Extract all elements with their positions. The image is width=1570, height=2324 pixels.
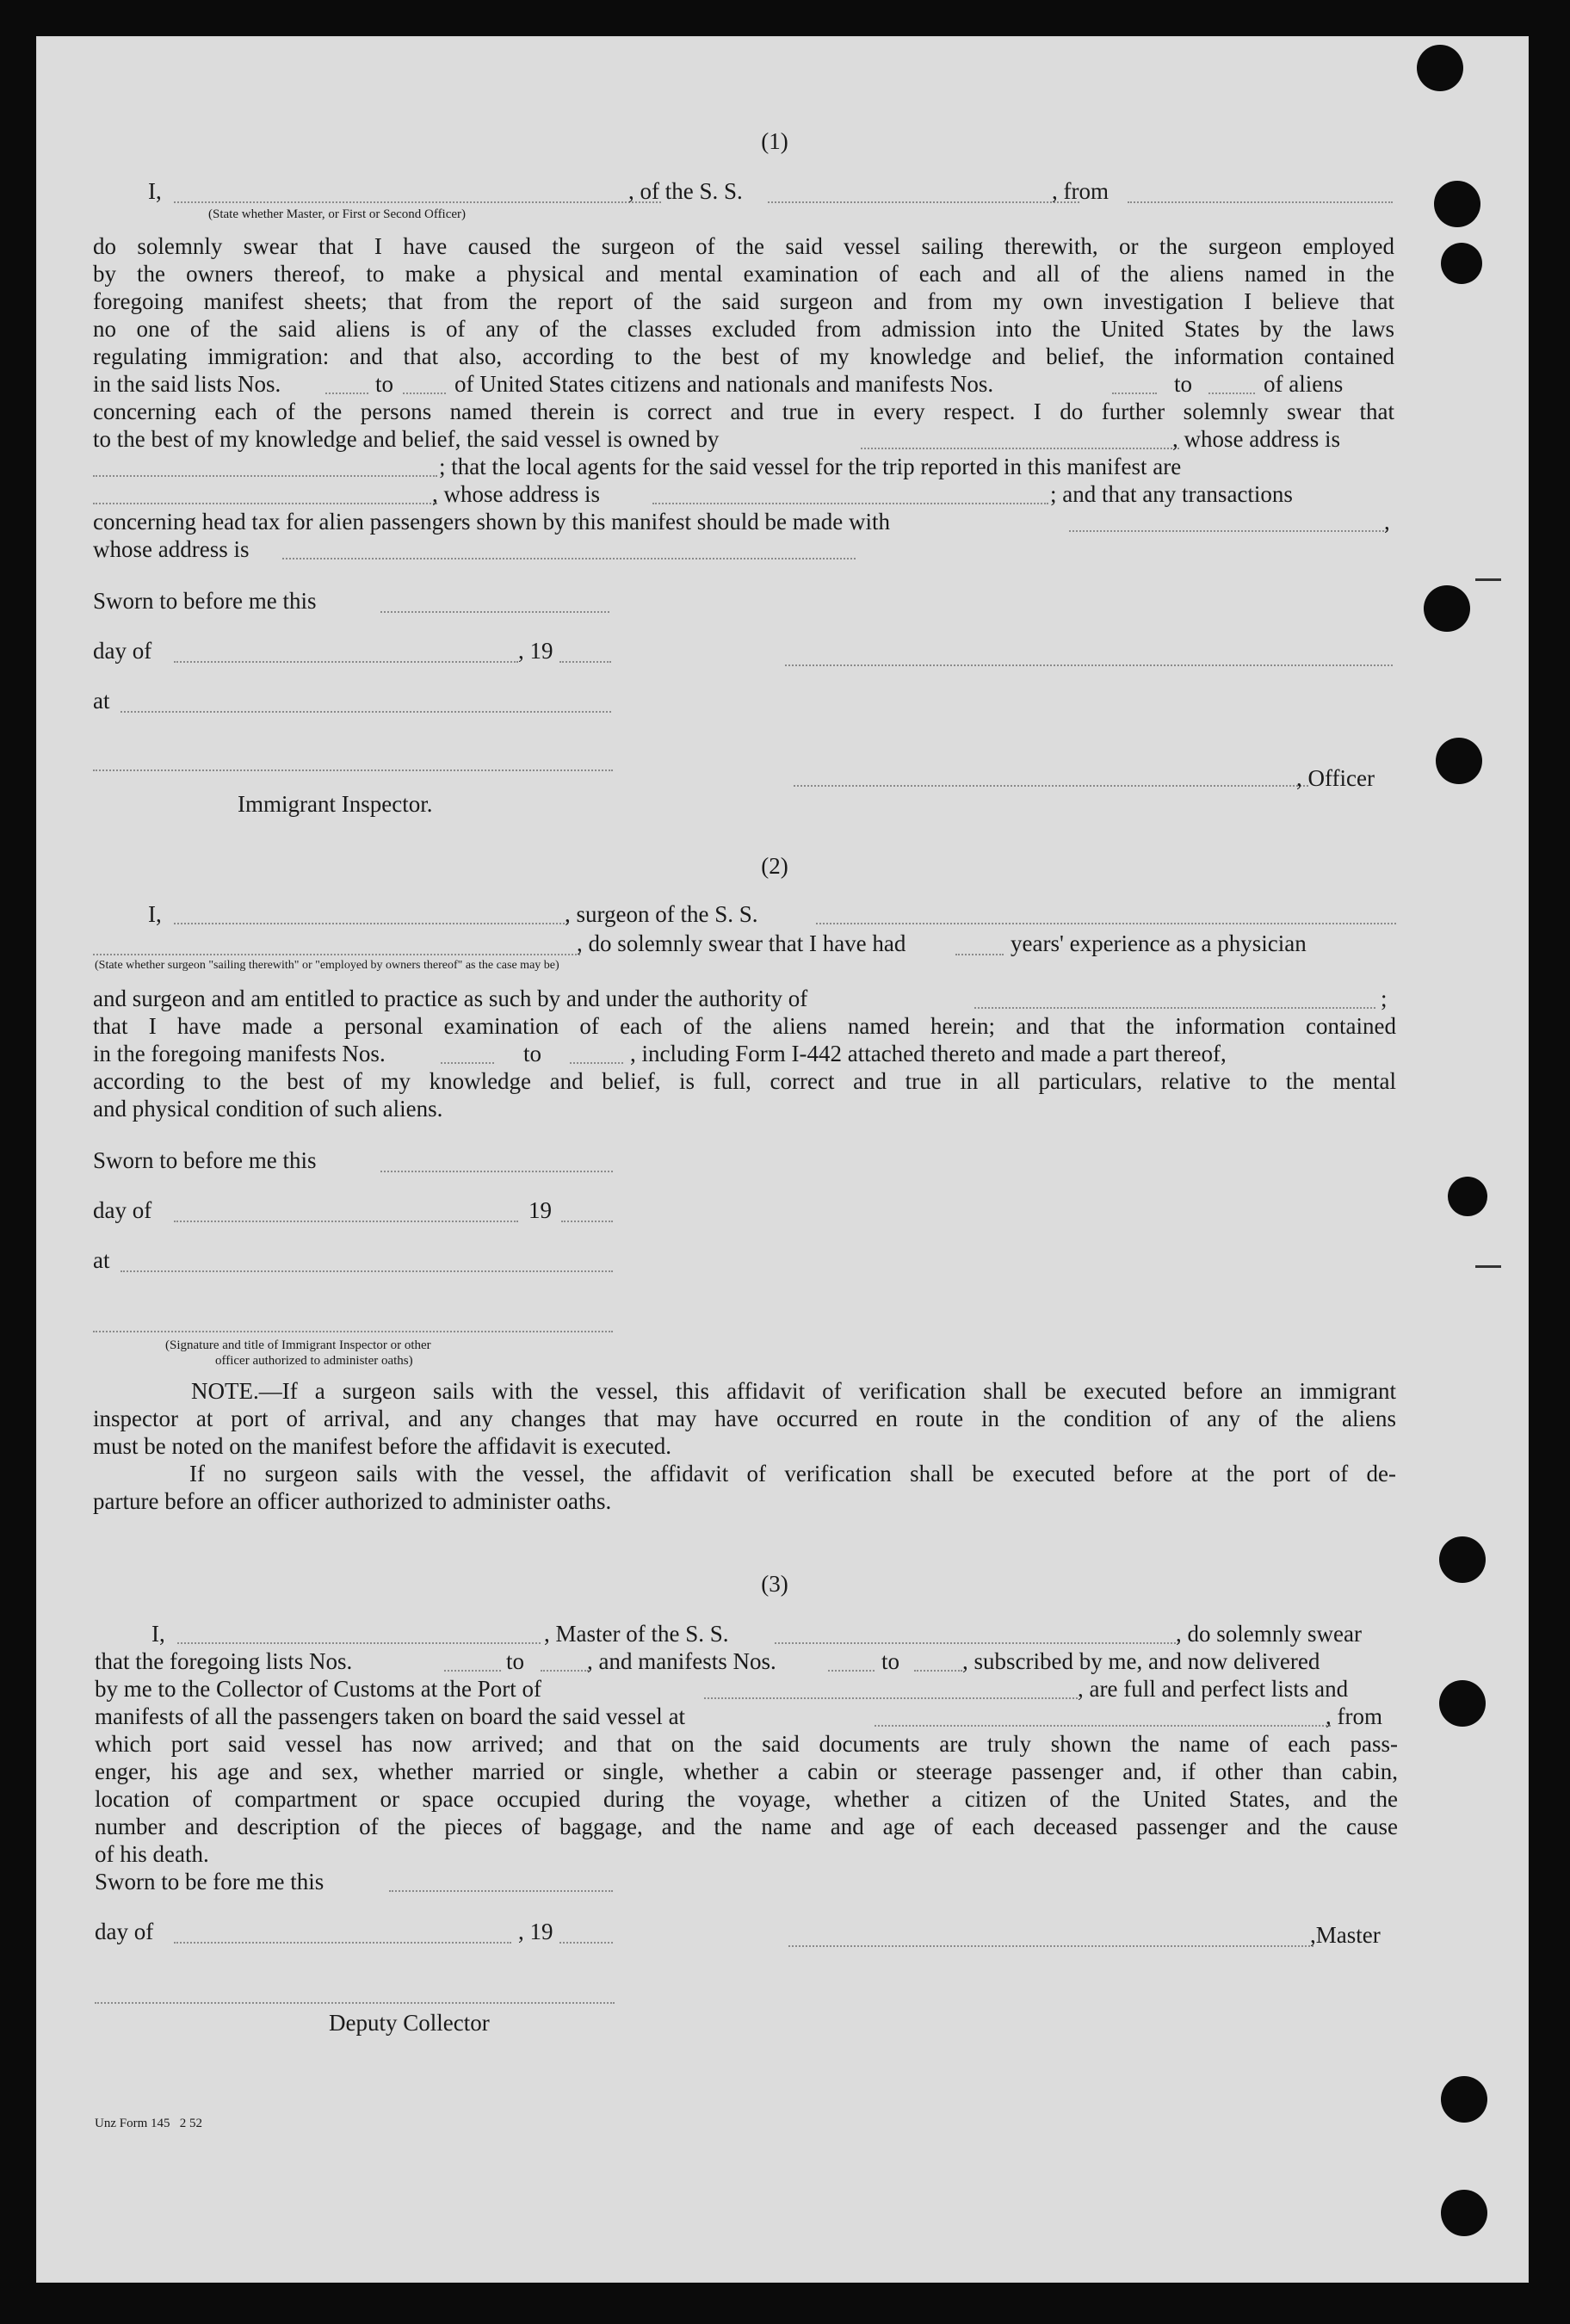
to-label: to xyxy=(523,1041,542,1066)
owner-address-field[interactable] xyxy=(93,475,437,477)
section1-body-2: concerning each of the persons named therein is correct and true in every respect. I do further solemnly swear that xyxy=(93,399,1394,424)
sworn-date-field[interactable] xyxy=(380,611,609,613)
signature-note: (Signature and title of Immigrant Inspector or other xyxy=(165,1338,431,1352)
manifests-from-field[interactable] xyxy=(1112,392,1157,394)
master-signature-field[interactable] xyxy=(788,1945,1313,1947)
binder-hole-icon xyxy=(1434,181,1480,227)
at-label: at xyxy=(93,688,110,714)
form-i442-label: , including Form I-442 attached thereto and made a part thereof, xyxy=(630,1041,1227,1066)
years-field[interactable] xyxy=(955,954,1004,955)
citizens-manifests-label: of United States citizens and nationals and manifests Nos. xyxy=(454,371,994,397)
to-label: to xyxy=(881,1648,900,1674)
year-prefix: , 19 xyxy=(518,1919,553,1944)
from-port-field[interactable] xyxy=(1128,201,1393,203)
immigrant-inspector-label: Immigrant Inspector. xyxy=(238,791,433,817)
lists-from-field[interactable] xyxy=(444,1670,501,1672)
margin-tick xyxy=(1475,1265,1501,1268)
surgeon-vessel-field[interactable] xyxy=(816,923,1396,924)
section-number: (3) xyxy=(761,1571,788,1597)
manifests-to-field[interactable] xyxy=(914,1670,962,1672)
binder-hole-icon xyxy=(1448,1177,1487,1216)
to-label: to xyxy=(1174,371,1193,397)
month-field[interactable] xyxy=(174,1942,511,1944)
month-field[interactable] xyxy=(174,661,518,663)
subscribed-label: , subscribed by me, and now delivered xyxy=(962,1648,1320,1674)
sworn-date-field[interactable] xyxy=(380,1171,613,1172)
rank-note: (State whether Master, or First or Second Officer) xyxy=(208,207,467,221)
lists-to-field[interactable] xyxy=(403,392,446,394)
deputy-signature-field[interactable] xyxy=(95,2002,615,2004)
from-label: , from xyxy=(1052,178,1109,204)
full-lists-label: , are full and perfect lists and xyxy=(1078,1676,1349,1702)
binder-hole-icon xyxy=(1439,1680,1486,1727)
owner-field[interactable] xyxy=(861,448,1179,449)
sworn-label: Sworn to before me this xyxy=(93,1147,317,1173)
authority-label: and surgeon and am entitled to practice as such by and under the authority of xyxy=(93,986,808,1011)
agents-address-field[interactable] xyxy=(652,503,1048,504)
manifests-nos-label: in the foregoing manifests Nos. xyxy=(93,1041,386,1066)
day-of-label: day of xyxy=(95,1919,154,1944)
contact-address-label: whose address is xyxy=(93,536,250,562)
year-field[interactable] xyxy=(559,661,611,663)
section-number: (1) xyxy=(761,128,788,154)
sworn-date-field[interactable] xyxy=(389,1890,613,1892)
transactions-label: ; and that any transactions xyxy=(1050,481,1293,507)
sworn-label: Sworn to be fore me this xyxy=(95,1869,325,1894)
to-label: to xyxy=(506,1648,525,1674)
oath-i-label: I, xyxy=(148,178,162,204)
binder-hole-icon xyxy=(1441,243,1482,284)
officer-signature-field[interactable] xyxy=(794,785,1308,787)
officer-label: , Officer xyxy=(1296,765,1375,791)
port-field[interactable] xyxy=(704,1697,1078,1699)
lists-nos-label: in the said lists Nos. xyxy=(93,371,281,397)
authority-field[interactable] xyxy=(974,1007,1375,1009)
of-ss-label: , of the S. S. xyxy=(628,178,743,204)
from-label: , from xyxy=(1326,1703,1382,1729)
years-label: years' experience as a physician xyxy=(1011,930,1307,956)
section2-body: that I have made a personal examination of each of the aliens named herein; and that the information contained xyxy=(93,1013,1396,1039)
manifests-to-field[interactable] xyxy=(1208,392,1255,394)
taken-on-board-label: manifests of all the passengers taken on board the said vessel at xyxy=(95,1703,686,1729)
section3-body: which port said vessel has now arrived; and that on the said documents are truly shown the name of each pass- enger, his age and sex, whether married or single, whether a cabin or steerage passenger and, if other than cabin, location of compartment or space occupied during the voyage, whether a citizen of the United States, and the number and description of the pieces of baggage, and the name and age of each deceased passenger and the cause of his death. xyxy=(95,1731,1398,1867)
surgeon-manifest-from-field[interactable] xyxy=(441,1062,494,1064)
lists-nos-label: that the foregoing lists Nos. xyxy=(95,1648,353,1674)
year-field[interactable] xyxy=(561,1221,613,1222)
section1-body: do solemnly swear that I have caused the surgeon of the said vessel sailing therewith, or the surgeon employed by the owners thereof, to make a physical and mental examination of each and all of the aliens named in the foregoing manifest sheets; that from the report of the said surgeon and from my own investigation I believe that no one of the said aliens is of any of the classes excluded from admission into the United States by the laws regulating immigration: and that also, according to the best of my knowledge and belief, the information contained xyxy=(93,233,1394,369)
owner-address-label: , whose address is xyxy=(1172,426,1340,452)
master-vessel-field[interactable] xyxy=(775,1642,1179,1644)
year-prefix: 19 xyxy=(528,1197,552,1223)
sworn-label: Sworn to before me this xyxy=(93,588,317,614)
year-prefix: , 19 xyxy=(518,638,553,664)
section2-body-2: according to the best of my knowledge and belief, is full, correct and true in all particulars, relative to the mental and physical condition of such aliens. xyxy=(93,1068,1396,1122)
head-tax-label: concerning head tax for alien passengers shown by this manifest should be made with xyxy=(93,509,891,535)
local-agents-label: ; that the local agents for the said vessel for the trip reported in this manifest are xyxy=(439,454,1182,479)
officer-rank-field[interactable] xyxy=(174,201,661,203)
agents-address-label: , whose address is xyxy=(432,481,600,507)
surgeon-type-note: (State whether surgeon "sailing therewith" or "employed by owners thereof" as the case may be) xyxy=(95,959,559,972)
inspector-signature-field[interactable] xyxy=(93,770,613,771)
month-field[interactable] xyxy=(174,1221,518,1222)
place-field[interactable] xyxy=(121,1270,613,1272)
to-label: to xyxy=(375,371,394,397)
boarding-port-field[interactable] xyxy=(875,1725,1331,1727)
lists-from-field[interactable] xyxy=(325,392,368,394)
binder-hole-icon xyxy=(1439,1536,1486,1583)
comma: , xyxy=(1384,509,1390,535)
binder-hole-icon xyxy=(1417,45,1463,91)
binder-hole-icon xyxy=(1441,2190,1487,2236)
surgeon-note: NOTE.—If a surgeon sails with the vessel, this affidavit of verification shall be executed before an immigrant xyxy=(191,1378,1396,1404)
binder-hole-icon xyxy=(1441,2076,1487,2123)
master-ss-label: , Master of the S. S. xyxy=(544,1621,729,1647)
margin-tick xyxy=(1475,578,1501,581)
day-of-label: day of xyxy=(93,1197,152,1223)
master-name-field[interactable] xyxy=(177,1642,541,1644)
contact-address-field[interactable] xyxy=(282,558,856,559)
binder-hole-icon xyxy=(1436,738,1482,784)
manifests-nos-label: , and manifests Nos. xyxy=(587,1648,776,1674)
form-sheet xyxy=(36,36,1529,2283)
form-number: Unz Form 145 2 52 xyxy=(95,2117,202,2130)
signature-note: officer authorized to administer oaths) xyxy=(215,1354,413,1368)
at-label: at xyxy=(93,1247,110,1273)
surgeon-name-field[interactable] xyxy=(174,923,568,924)
semicolon: ; xyxy=(1381,986,1388,1011)
of-aliens-label: of aliens xyxy=(1264,371,1344,397)
master-signature-field[interactable] xyxy=(785,664,1393,666)
place-field[interactable] xyxy=(121,711,611,713)
oath-i-label: I, xyxy=(151,1621,165,1647)
surgeon-type-field[interactable] xyxy=(93,954,580,955)
surgeon-ss-label: , surgeon of the S. S. xyxy=(565,901,758,927)
owned-by-label: to the best of my knowledge and belief, the said vessel is owned by xyxy=(93,426,720,452)
day-of-label: day of xyxy=(93,638,152,664)
lists-to-field[interactable] xyxy=(541,1670,589,1672)
oath-i-label: I, xyxy=(148,901,162,927)
surgeon-note-2: inspector at port of arrival, and any changes that may have occurred en route in the condition of any of the aliens must be noted on the manifest before the affidavit is executed. xyxy=(93,1406,1396,1459)
year-field[interactable] xyxy=(559,1942,613,1944)
section-number: (2) xyxy=(761,853,788,879)
swear-label: , do solemnly swear xyxy=(1176,1621,1362,1647)
binder-hole-icon xyxy=(1424,585,1470,632)
vessel-name-field[interactable] xyxy=(768,201,1079,203)
master-label: ,Master xyxy=(1310,1922,1381,1948)
manifests-from-field[interactable] xyxy=(828,1670,875,1672)
no-surgeon-note: If no surgeon sails with the vessel, the affidavit of verification shall be executed before at the port of de- parture before an officer authorized to administer oaths. xyxy=(93,1461,1396,1514)
head-tax-contact-field[interactable] xyxy=(1069,530,1388,532)
inspector-signature-field[interactable] xyxy=(93,1331,613,1332)
local-agents-field[interactable] xyxy=(93,503,437,504)
swear-label: , do solemnly swear that I have had xyxy=(577,930,906,956)
deputy-collector-label: Deputy Collector xyxy=(329,2010,490,2036)
surgeon-manifest-to-field[interactable] xyxy=(570,1062,623,1064)
collector-port-label: by me to the Collector of Customs at the Port of xyxy=(95,1676,541,1702)
